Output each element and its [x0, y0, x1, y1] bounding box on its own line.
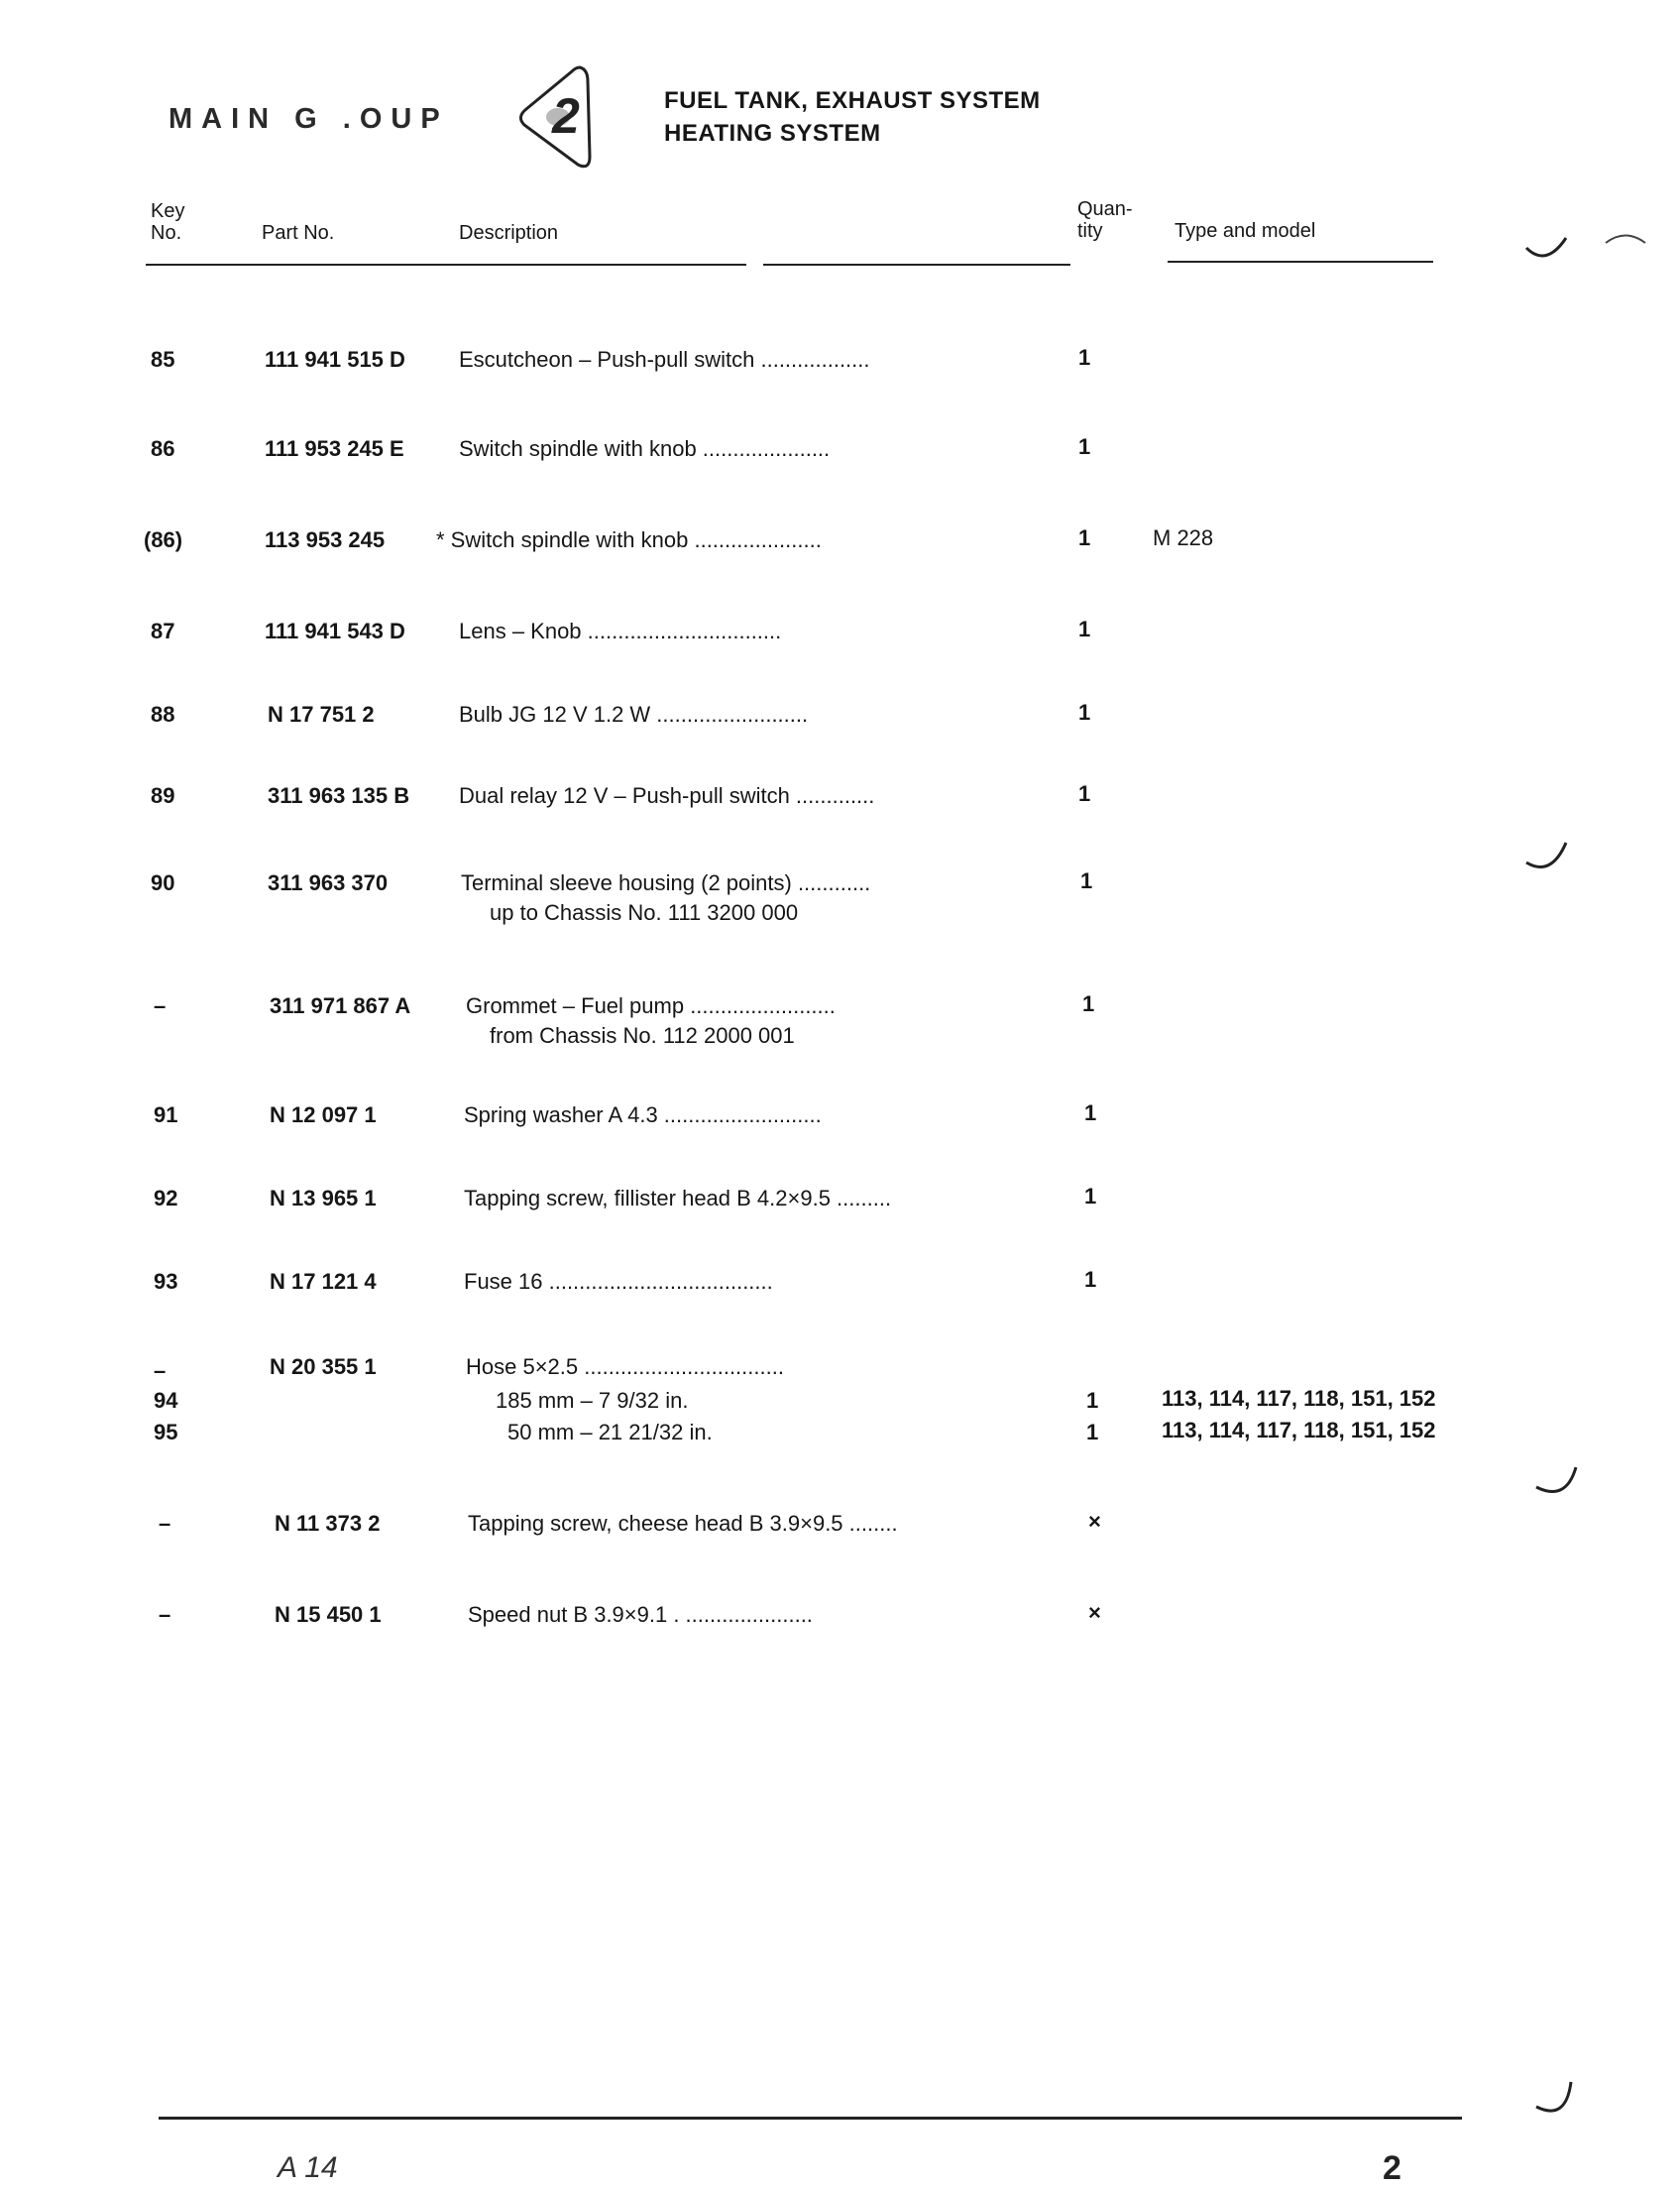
- row-description: Hose 5×2.5 .................................: [466, 1354, 784, 1379]
- row-quantity: 1: [1082, 991, 1095, 1016]
- scan-mark-icon: [1526, 2052, 1586, 2122]
- column-header-model: Type and model: [1175, 220, 1316, 242]
- row-description: Speed nut B 3.9×9.1 . .....................: [468, 1602, 813, 1627]
- main-group-label: MAIN G .OUP: [168, 103, 449, 135]
- column-header-quantity-line2: tity: [1077, 220, 1103, 242]
- column-header-part: Part No.: [262, 222, 335, 244]
- page-title-line2: HEATING SYSTEM: [664, 120, 881, 147]
- footer-page-ref: A 14: [278, 2151, 338, 2184]
- row-description-note: from Chassis No. 112 2000 001: [490, 1023, 795, 1048]
- row-key: 88: [151, 702, 175, 727]
- row-part-no: 311 963 135 B: [268, 783, 410, 808]
- row-quantity: 1: [1084, 1100, 1097, 1125]
- footer-page-number: 2: [1383, 2149, 1401, 2187]
- row-key: –: [154, 1358, 167, 1383]
- row-description: Terminal sleeve housing (2 points) ............: [461, 870, 871, 895]
- row-part-no: 111 941 543 D: [265, 619, 405, 643]
- column-header-description: Description: [459, 222, 559, 244]
- row-part-no: N 12 097 1: [270, 1102, 377, 1127]
- row-key: –: [159, 1602, 171, 1627]
- row-quantity: 1: [1084, 1267, 1097, 1292]
- scan-mark-icon: [1526, 1447, 1586, 1507]
- row-description: Lens – Knob ................................: [459, 619, 782, 643]
- row-quantity: 1: [1084, 1184, 1097, 1209]
- row-part-no: N 11 373 2: [275, 1511, 381, 1536]
- row-description: 185 mm – 7 9/32 in.: [496, 1388, 689, 1413]
- row-description-note: up to Chassis No. 111 3200 000: [490, 900, 799, 925]
- row-model: 113, 114, 117, 118, 151, 152: [1162, 1418, 1436, 1442]
- row-part-no: 111 953 245 E: [265, 436, 404, 461]
- row-key: 90: [151, 870, 175, 895]
- column-header-key-line2: No.: [151, 222, 182, 244]
- row-key: 91: [154, 1102, 178, 1127]
- group-number-badge: [510, 59, 610, 176]
- row-quantity: ×: [1088, 1600, 1101, 1625]
- row-description: Tapping screw, fillister head B 4.2×9.5 .........: [464, 1186, 892, 1210]
- scan-mark-icon: [1507, 218, 1665, 268]
- row-key: 89: [151, 783, 175, 808]
- row-part-no: 311 971 867 A: [270, 993, 411, 1018]
- row-key: 87: [151, 619, 175, 643]
- row-key: –: [159, 1511, 171, 1536]
- column-header-key-line1: Key: [151, 200, 185, 222]
- row-part-no: N 17 751 2: [268, 702, 375, 727]
- row-description: Switch spindle with knob .....................: [459, 436, 831, 461]
- row-quantity: 1: [1086, 1420, 1099, 1444]
- row-quantity: 1: [1078, 434, 1091, 459]
- page-title-line1: FUEL TANK, EXHAUST SYSTEM: [664, 87, 1041, 114]
- row-description: * Switch spindle with knob .....................: [436, 527, 822, 552]
- row-description: Tapping screw, cheese head B 3.9×9.5 ........: [468, 1511, 898, 1536]
- row-description: Escutcheon – Push-pull switch ..................: [459, 347, 870, 372]
- row-key: (86): [144, 527, 183, 552]
- row-part-no: 311 963 370: [268, 870, 389, 895]
- row-part-no: 111 941 515 D: [265, 347, 405, 372]
- row-key: 94: [154, 1388, 178, 1413]
- row-model: 113, 114, 117, 118, 151, 152: [1162, 1386, 1436, 1411]
- row-part-no: N 13 965 1: [270, 1186, 377, 1210]
- row-part-no: N 20 355 1: [270, 1354, 377, 1379]
- scan-mark-icon: [1516, 833, 1576, 882]
- footer-rule: [159, 2117, 1462, 2120]
- row-key: 92: [154, 1186, 178, 1210]
- row-description: 50 mm – 21 21/32 in.: [507, 1420, 713, 1444]
- row-quantity: ×: [1088, 1509, 1101, 1534]
- row-quantity: 1: [1078, 617, 1091, 641]
- row-key: 95: [154, 1420, 178, 1444]
- column-header-quantity-line1: Quan-: [1077, 198, 1133, 220]
- row-description: Dual relay 12 V – Push-pull switch .............: [459, 783, 875, 808]
- row-description: Bulb JG 12 V 1.2 W .........................: [459, 702, 809, 727]
- header-rule-left: [146, 264, 746, 266]
- row-quantity: 1: [1078, 345, 1091, 370]
- row-key: 93: [154, 1269, 178, 1294]
- row-part-no: N 15 450 1: [275, 1602, 382, 1627]
- row-quantity: 1: [1086, 1388, 1099, 1413]
- row-quantity: 1: [1078, 700, 1091, 725]
- row-key: 86: [151, 436, 175, 461]
- row-key: 85: [151, 347, 175, 372]
- row-model: M 228: [1153, 525, 1214, 550]
- row-description: Fuse 16 .....................................: [464, 1269, 773, 1294]
- row-description: Spring washer A 4.3 ..........................: [464, 1102, 822, 1127]
- header-rule-mid: [763, 264, 1070, 266]
- row-description: Grommet – Fuel pump ........................: [466, 993, 836, 1018]
- row-part-no: N 17 121 4: [270, 1269, 377, 1294]
- row-part-no: 113 953 245: [265, 527, 386, 552]
- row-key: –: [154, 993, 167, 1018]
- column-header-key: [151, 200, 184, 244]
- row-quantity: 1: [1080, 868, 1093, 893]
- column-header-quantity: [1077, 198, 1133, 242]
- row-quantity: 1: [1078, 525, 1091, 550]
- row-quantity: 1: [1078, 781, 1091, 806]
- header-rule-right: [1168, 261, 1433, 263]
- group-number: 2: [552, 88, 580, 144]
